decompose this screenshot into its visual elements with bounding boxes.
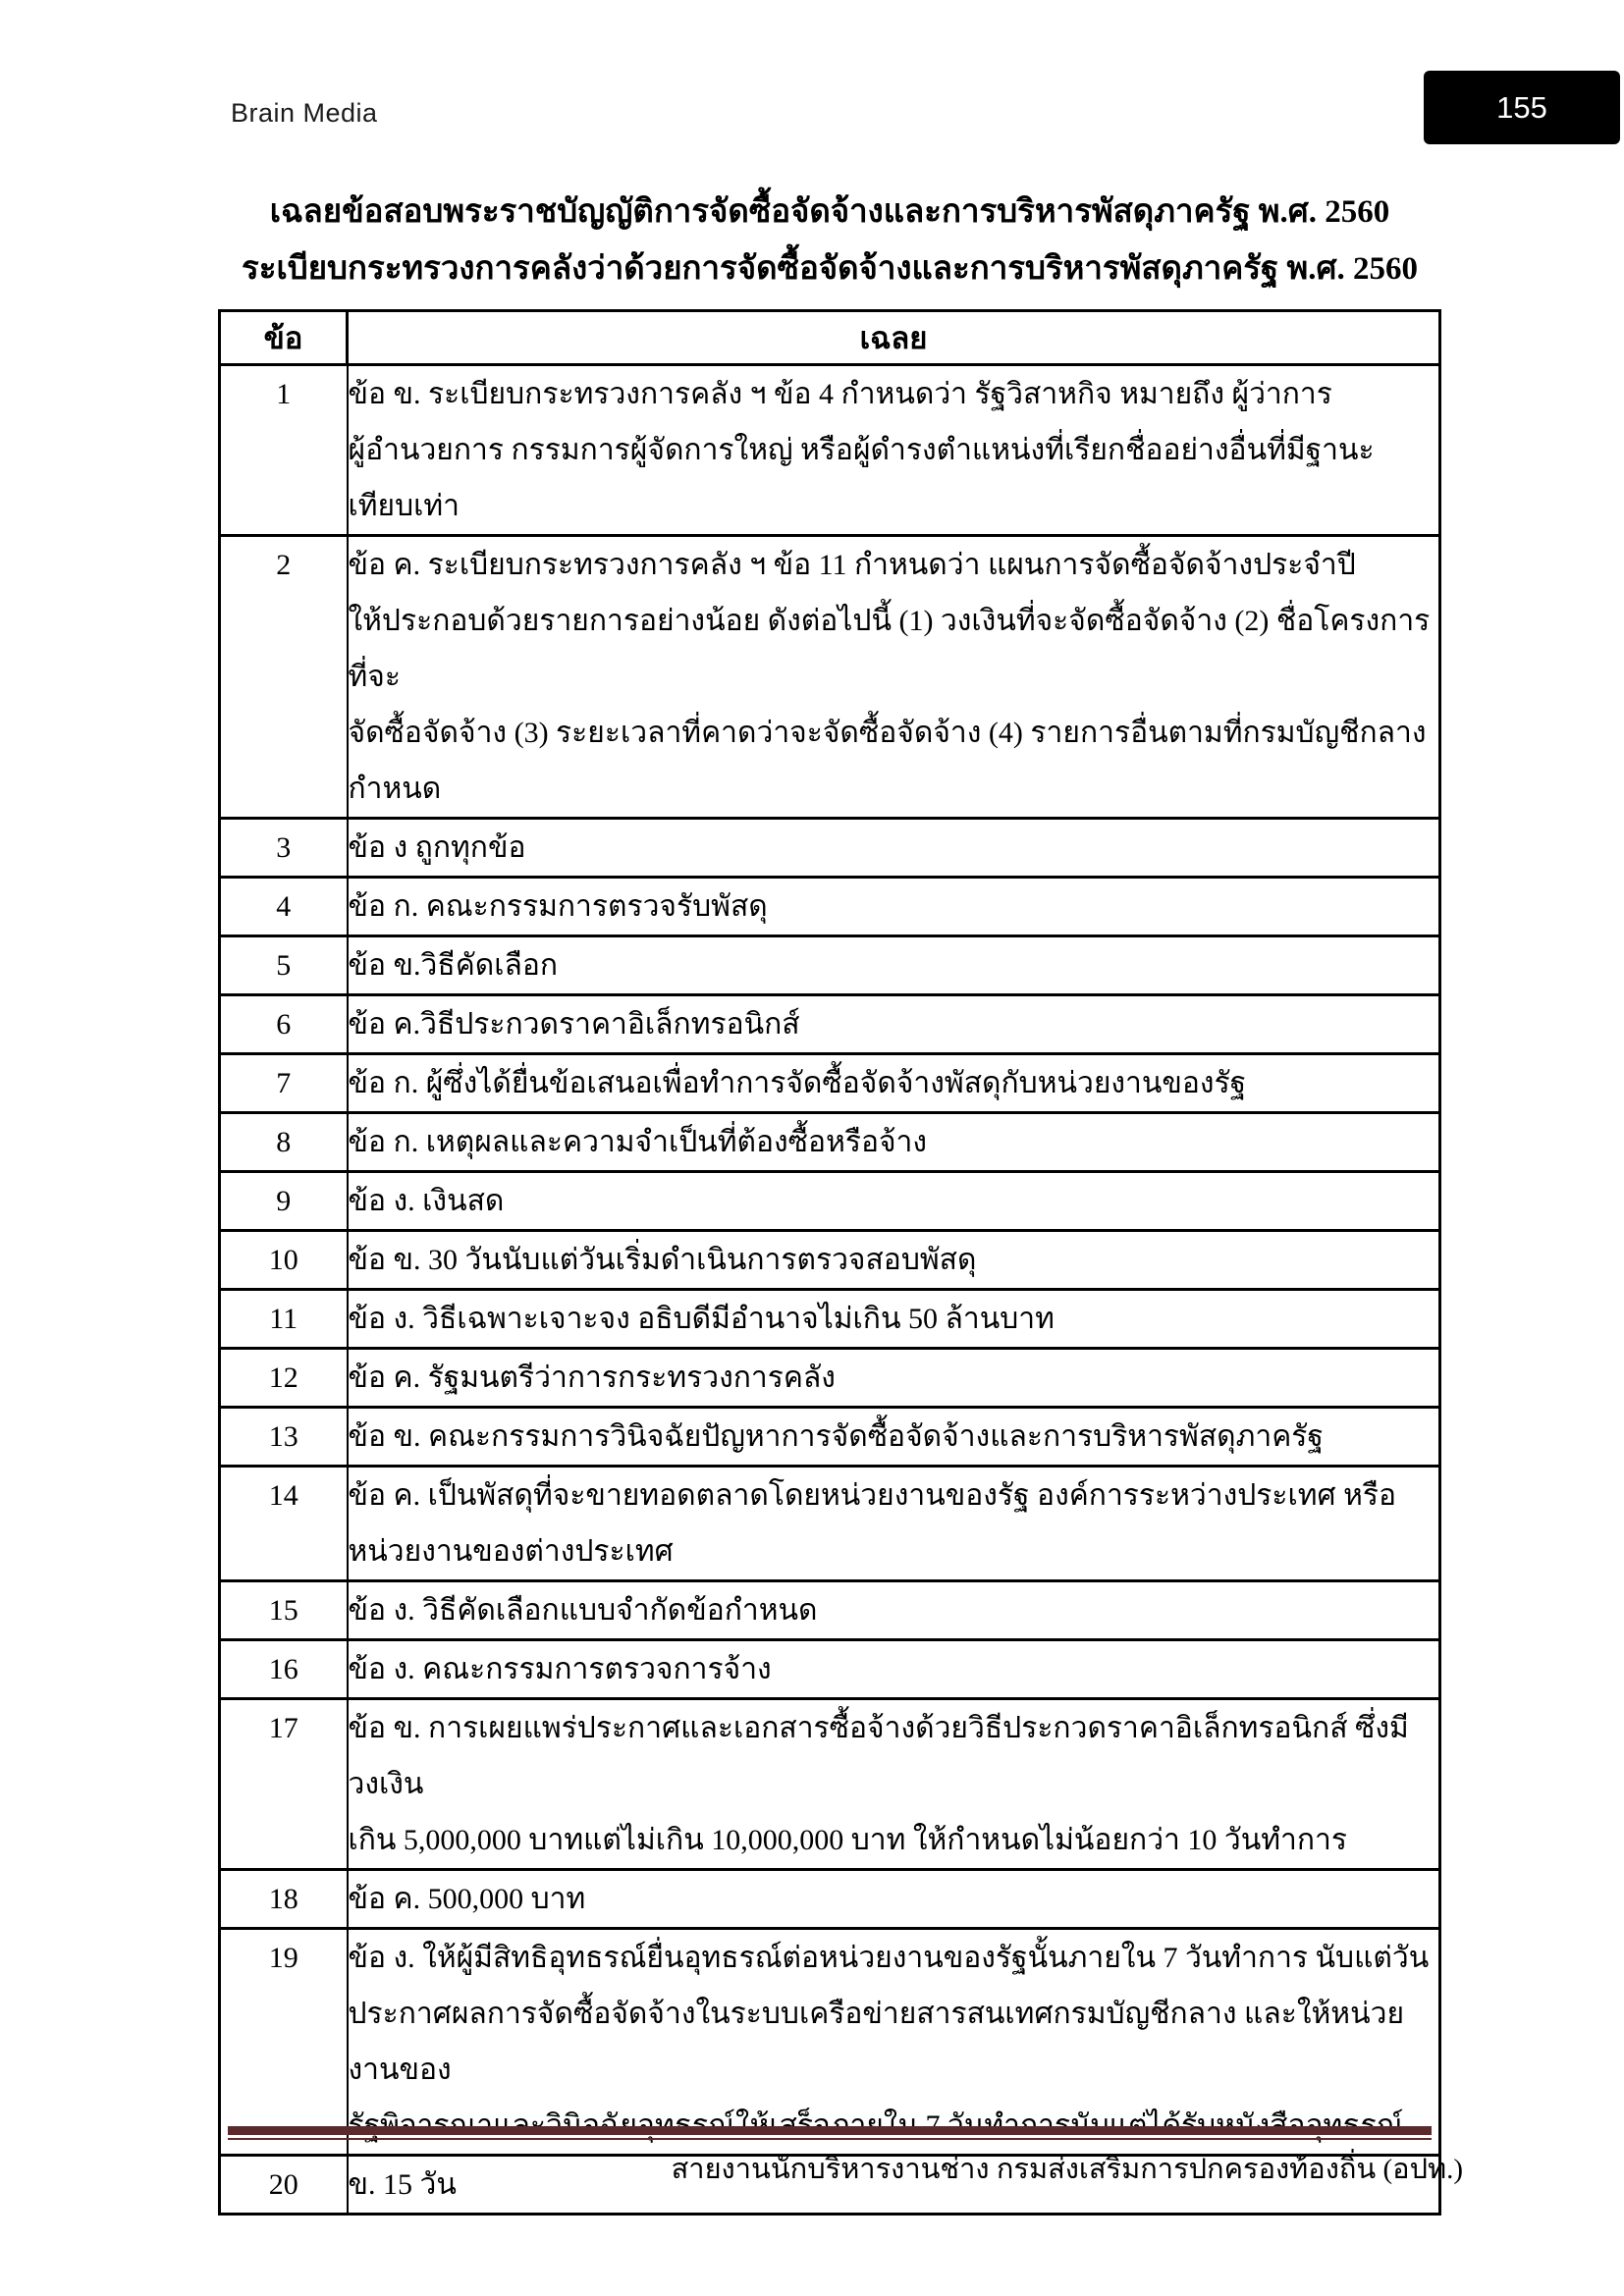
column-header-answer: เฉลย [348, 311, 1440, 365]
row-answer [348, 1581, 1440, 1640]
row-answer [348, 1929, 1440, 2156]
row-number: 19 [220, 1929, 348, 2156]
answer-line: ข้อ ก. เหตุผลและความจำเป็นที่ต้องซื้อหรือจ้าง [348, 1126, 928, 1158]
answer-line: ข้อ ข. ระเบียบกระทรวงการคลัง ฯ ข้อ 4 กำหนดว่า รัฐวิสาหกิจ หมายถึง ผู้ว่าการ [348, 378, 1332, 410]
answer-line: ข้อ ค. ระเบียบกระทรวงการคลัง ฯ ข้อ 11 กำหนดว่า แผนการจัดซื้อจัดจ้างประจำปี [348, 549, 1356, 581]
table-row [220, 1054, 1440, 1113]
row-answer [348, 819, 1440, 878]
table-row [220, 1929, 1440, 2156]
row-number: 3 [220, 819, 348, 878]
footer-caption: สายงานนักบริหารงานช่าง กรมส่งเสริมการปกครองท้องถิ่น (อปท.) [671, 2154, 1463, 2185]
table-row [220, 1290, 1440, 1349]
row-number: 4 [220, 878, 348, 936]
table-row [220, 1581, 1440, 1640]
answer-line: ข้อ ข.วิธีคัดเลือก [348, 949, 559, 982]
answer-line: ข้อ ก. คณะกรรมการตรวจรับพัสดุ [348, 890, 768, 923]
row-number: 7 [220, 1054, 348, 1113]
row-number: 15 [220, 1581, 348, 1640]
answer-line: ให้ประกอบด้วยรายการอย่างน้อย ดังต่อไปนี้ (1) วงเงินที่จะจัดซื้อจัดจ้าง (2) ชื่อโครงการที่จะ [348, 605, 1431, 693]
table-row [220, 878, 1440, 936]
row-number: 5 [220, 936, 348, 995]
table-row [220, 1870, 1440, 1929]
row-number: 1 [220, 365, 348, 536]
table-row [220, 1172, 1440, 1231]
table-row [220, 936, 1440, 995]
answer-line: ข้อ ค. เป็นพัสดุที่จะขายทอดตลาดโดยหน่วยงานของรัฐ องค์การระหว่างประเทศ หรือ [348, 1479, 1397, 1512]
row-answer [348, 1172, 1440, 1231]
row-number: 20 [220, 2156, 348, 2215]
row-answer [348, 1640, 1440, 1699]
table-row [220, 1640, 1440, 1699]
row-number: 8 [220, 1113, 348, 1172]
row-answer [348, 1054, 1440, 1113]
row-answer [348, 1870, 1440, 1929]
footer-rule-thin [228, 2138, 1432, 2140]
answer-line: ข้อ ค. 500,000 บาท [348, 1883, 586, 1915]
row-answer [348, 936, 1440, 995]
answer-line: ข้อ ข. คณะกรรมการวินิจฉัยปัญหาการจัดซื้อจัดจ้างและการบริหารพัสดุภาครัฐ [348, 1420, 1324, 1453]
answer-line: ข้อ ข. การเผยแพร่ประกาศและเอกสารซื้อจ้างด้วยวิธีประกวดราคาอิเล็กทรอนิกส์ ซึ่งมีวงเงิน [348, 1712, 1409, 1800]
row-number: 6 [220, 995, 348, 1054]
row-number: 10 [220, 1231, 348, 1290]
answer-line: ข้อ ก. ผู้ซึ่งได้ยื่นข้อเสนอเพื่อทำการจัดซื้อจัดจ้างพัสดุกับหน่วยงานของรัฐ [348, 1067, 1247, 1099]
answer-line: ข้อ ง. คณะกรรมการตรวจการจ้าง [348, 1653, 772, 1685]
title-line-1: เฉลยข้อสอบพระราชบัญญัติการจัดซื้อจัดจ้างและการบริหารพัสดุภาครัฐ พ.ศ. 2560 [269, 194, 1390, 230]
row-answer [348, 878, 1440, 936]
answer-line: กำหนด [348, 773, 442, 805]
title-line-2: ระเบียบกระทรวงการคลังว่าด้วยการจัดซื้อจัดจ้างและการบริหารพัสดุภาครัฐ พ.ศ. 2560 [242, 251, 1418, 287]
answer-line: ข้อ ง ถูกทุกข้อ [348, 831, 526, 864]
table-row [220, 365, 1440, 536]
answer-line: เกิน 5,000,000 บาทแต่ไม่เกิน 10,000,000 บาท ให้กำหนดไม่น้อยกว่า 10 วันทำการ [348, 1824, 1347, 1856]
row-number: 17 [220, 1699, 348, 1870]
row-answer [348, 1113, 1440, 1172]
table-row [220, 819, 1440, 878]
row-number: 11 [220, 1290, 348, 1349]
answer-line: ข้อ ง. วิธีคัดเลือกแบบจำกัดข้อกำหนด [348, 1594, 818, 1627]
answer-line: ประกาศผลการจัดซื้อจัดจ้างในระบบเครือข่ายสารสนเทศกรมบัญชีกลาง และให้หน่วยงานของ [348, 1998, 1405, 2086]
answer-line: ข้อ ง. เงินสด [348, 1185, 505, 1217]
row-answer [348, 1699, 1440, 1870]
answer-line: จัดซื้อจัดจ้าง (3) ระยะเวลาที่คาดว่าจะจัดซื้อจัดจ้าง (4) รายการอื่นตามที่กรมบัญชีกลาง [348, 717, 1427, 749]
answer-line: ข. 15 วัน [348, 2168, 457, 2201]
answer-line: ผู้อำนวยการ กรรมการผู้จัดการใหญ่ หรือผู้ดำรงตำแหน่งที่เรียกชื่ออย่างอื่นที่มีฐานะเทียบเท่า [348, 434, 1375, 522]
table-row [220, 1349, 1440, 1408]
row-number: 16 [220, 1640, 348, 1699]
row-answer [348, 536, 1440, 819]
answer-line: ข้อ ง. วิธีเฉพาะเจาะจง อธิบดีมีอำนาจไม่เกิน 50 ล้านบาท [348, 1303, 1055, 1335]
footer-rule-thick [228, 2126, 1432, 2135]
table-row [220, 1231, 1440, 1290]
table-row [220, 995, 1440, 1054]
row-number: 9 [220, 1172, 348, 1231]
row-number: 2 [220, 536, 348, 819]
document-title [218, 190, 1441, 292]
page-number: 155 [1496, 89, 1547, 125]
row-answer [348, 1349, 1440, 1408]
answer-line: หน่วยงานของต่างประเทศ [348, 1535, 674, 1568]
answer-line: ข้อ ค.วิธีประกวดราคาอิเล็กทรอนิกส์ [348, 1008, 800, 1041]
row-answer [348, 995, 1440, 1054]
row-answer [348, 1231, 1440, 1290]
table-row [220, 1113, 1440, 1172]
answer-line: ข้อ ง. ให้ผู้มีสิทธิอุทธรณ์ยื่นอุทธรณ์ต่อหน่วยงานของรัฐนั้นภายใน 7 วันทำการ นับแต่วัน [348, 1942, 1430, 1974]
brand-label: Brain Media [231, 98, 378, 128]
answer-table-wrap [218, 309, 1441, 2216]
table-row [220, 1699, 1440, 1870]
answer-table [218, 309, 1441, 2216]
row-answer [348, 1408, 1440, 1467]
table-body [220, 365, 1440, 2215]
column-header-number: ข้อ [220, 311, 348, 365]
table-row [220, 1467, 1440, 1581]
row-answer [348, 1290, 1440, 1349]
table-row [220, 536, 1440, 819]
table-row [220, 1408, 1440, 1467]
footer-rule [228, 2126, 1432, 2140]
row-answer [348, 1467, 1440, 1581]
answer-line: ข้อ ข. 30 วันนับแต่วันเริ่มดำเนินการตรวจสอบพัสดุ [348, 1244, 977, 1276]
page-number-badge [1424, 71, 1620, 144]
row-number: 12 [220, 1349, 348, 1408]
row-number: 13 [220, 1408, 348, 1467]
row-answer [348, 365, 1440, 536]
row-number: 18 [220, 1870, 348, 1929]
row-number: 14 [220, 1467, 348, 1581]
answer-line: ข้อ ค. รัฐมนตรีว่าการกระทรวงการคลัง [348, 1362, 836, 1394]
header-row [220, 311, 1440, 365]
